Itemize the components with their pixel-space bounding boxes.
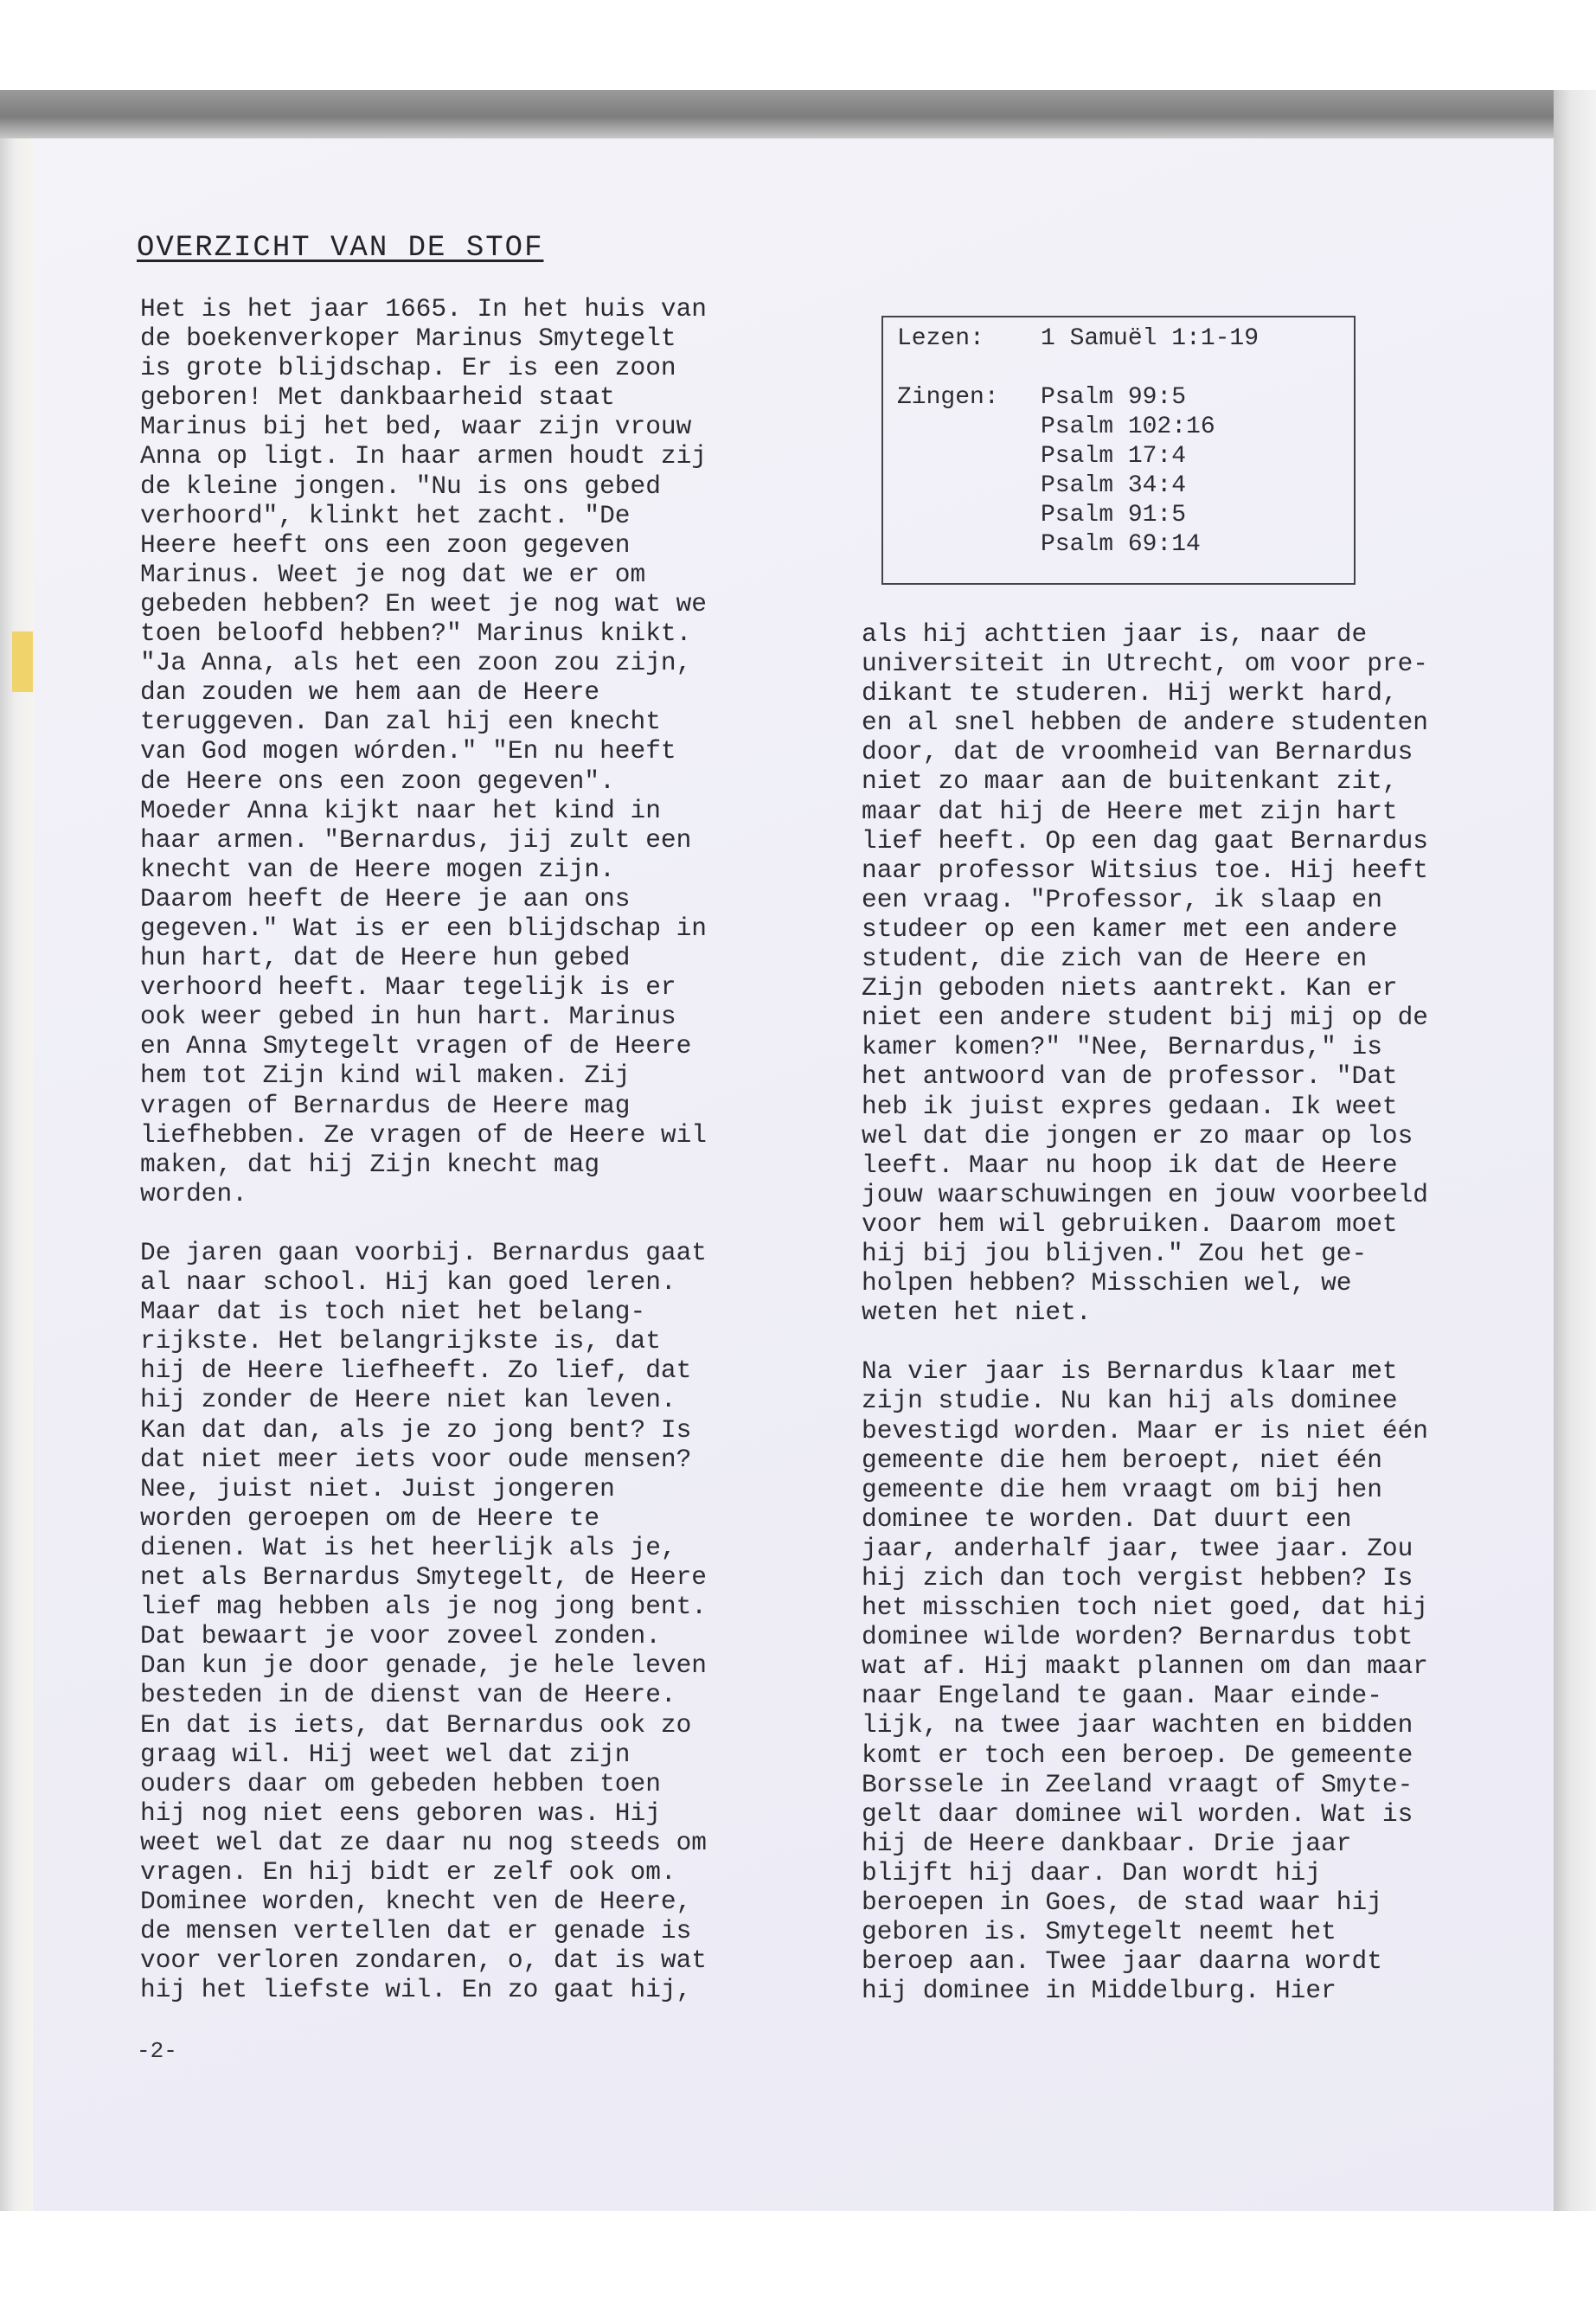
text-line: Het is het jaar 1665. In het huis van — [140, 294, 708, 324]
text-line: een vraag. "Professor, ik slaap en — [862, 884, 1382, 914]
text-line: gelt daar dominee wil worden. Wat is — [862, 1798, 1413, 1829]
text-line: wel dat die jongen er zo maar op los — [862, 1120, 1413, 1150]
text-line: voor verloren zondaren, o, dat is wat — [140, 1945, 708, 1976]
text-line: dikant te studeren. Hij werkt hard, — [862, 678, 1398, 708]
text-line: knecht van de Heere mogen zijn. — [140, 854, 615, 884]
text-line: liefhebben. Ze vragen of de Heere wil — [140, 1119, 708, 1150]
text-line: dominee te worden. Dat duurt een — [862, 1503, 1352, 1534]
text-line: hij zonder de Heere niet kan leven. — [140, 1385, 676, 1415]
text-line: gemeente die hem beroept, niet één — [862, 1445, 1382, 1475]
text-line: haar armen. "Bernardus, jij zult een — [140, 824, 692, 855]
text-line: worden geroepen om de Heere te — [140, 1503, 600, 1533]
text-line: maar dat hij de Heere met zijn hart — [862, 796, 1398, 826]
text-line: hij de Heere liefheeft. Zo lief, dat — [140, 1356, 692, 1386]
text-line: beroepen in Goes, de stad waar hij — [862, 1888, 1382, 1918]
scan-right-edge — [1554, 90, 1596, 2211]
text-line: naar Engeland te gaan. Maar einde- — [862, 1681, 1382, 1711]
text-line: maken, dat hij Zijn knecht mag — [140, 1149, 600, 1179]
text-line: hij nog niet eens geboren was. Hij — [140, 1798, 661, 1828]
text-line: dat niet meer iets voor oude mensen? — [140, 1444, 692, 1474]
text-line: niet een andere student bij mij op de — [862, 1003, 1429, 1033]
psalm-item: Psalm 99:5 — [1041, 384, 1187, 411]
text-line: graag wil. Hij weet wel dat zijn — [140, 1739, 631, 1769]
text-line: geboren! Met dankbaarheid staat — [140, 382, 615, 413]
text-line: Daarom heeft de Heere je aan ons — [140, 883, 631, 913]
text-line: hij zich dan toch vergist hebben? Is — [862, 1563, 1413, 1593]
text-line: student, die zich van de Heere en — [862, 944, 1368, 974]
text-line: de kleine jongen. "Nu is ons gebed — [140, 471, 661, 501]
psalm-item: Psalm 91:5 — [1041, 502, 1187, 529]
text-line: besteden in de dienst van de Heere. — [140, 1680, 676, 1710]
text-line: teruggeven. Dan zal hij een knecht — [140, 707, 661, 737]
text-line: jouw waarschuwingen en jouw voorbeeld — [862, 1179, 1429, 1209]
text-line: kamer komen?" "Nee, Bernardus," is — [862, 1032, 1382, 1062]
text-line: weten het niet. — [862, 1298, 1092, 1328]
sing-label: Zingen: — [897, 384, 999, 411]
psalm-item: Psalm 17:4 — [1041, 443, 1187, 470]
text-line: toen beloofd hebben?" Marinus knikt. — [140, 619, 692, 649]
text-line: de boekenverkoper Marinus Smytegelt — [140, 324, 676, 354]
text-line: verhoord heeft. Maar tegelijk is er — [140, 972, 676, 1003]
text-line: Maar dat is toch niet het belang- — [140, 1297, 646, 1327]
text-line: komt er toch een beroep. De gemeente — [862, 1740, 1413, 1770]
text-line: Marinus. Weet je nog dat we er om — [140, 559, 646, 589]
text-line: lief mag hebben als je nog jong bent. — [140, 1592, 708, 1622]
text-line: naar professor Witsius toe. Hij heeft — [862, 855, 1429, 885]
text-line: Zijn geboden niets aantrekt. Kan er — [862, 973, 1398, 1003]
text-line: vragen. En hij bidt er zelf ook om. — [140, 1856, 676, 1887]
text-line: ouders daar om gebeden hebben toen — [140, 1768, 661, 1798]
text-line: al naar school. Hij kan goed leren. — [140, 1267, 676, 1298]
left-text-column — [140, 294, 815, 2004]
text-line — [140, 1208, 815, 1238]
text-line: universiteit in Utrecht, om voor pre- — [862, 649, 1429, 679]
text-line: vragen of Bernardus de Heere mag — [140, 1090, 631, 1120]
text-line: Dominee worden, knecht ven de Heere, — [140, 1887, 692, 1917]
text-line: Borssele in Zeeland vraagt of Smyte- — [862, 1769, 1413, 1799]
text-line: studeer op een kamer met een andere — [862, 913, 1398, 944]
text-line: hij het liefste wil. En zo gaat hij, — [140, 1975, 692, 2005]
text-line: jaar, anderhalf jaar, twee jaar. Zou — [862, 1533, 1413, 1563]
text-line: gegeven." Wat is er een blijdschap in — [140, 913, 708, 943]
scan-top-edge — [0, 90, 1557, 138]
read-reference: 1 Samuël 1:1-19 — [1041, 325, 1259, 352]
text-line: lief heeft. Op een dag gaat Bernardus — [862, 825, 1429, 856]
text-line: en Anna Smytegelt vragen of de Heere — [140, 1031, 692, 1061]
text-line: heb ik juist expres gedaan. Ik weet — [862, 1091, 1398, 1121]
text-line: worden. — [140, 1178, 247, 1208]
text-line: ook weer gebed in hun hart. Marinus — [140, 1002, 676, 1032]
text-line: het antwoord van de professor. "Dat — [862, 1061, 1398, 1092]
text-line: zijn studie. Nu kan hij als dominee — [862, 1386, 1398, 1416]
text-line: als hij achttien jaar is, naar de — [862, 619, 1368, 649]
text-line: de mensen vertellen dat er genade is — [140, 1916, 692, 1946]
text-line: lijk, na twee jaar wachten en bidden — [862, 1710, 1413, 1740]
text-line: hij bij jou blijven." Zou het ge- — [862, 1238, 1368, 1268]
section-heading: OVERZICHT VAN DE STOF — [137, 232, 544, 265]
text-line: hij dominee in Middelburg. Hier — [862, 1976, 1336, 2006]
text-line: net als Bernardus Smytegelt, de Heere — [140, 1562, 708, 1593]
text-line: hun hart, dat de Heere hun gebed — [140, 943, 631, 973]
text-line: holpen hebben? Misschien wel, we — [862, 1268, 1352, 1298]
reading-box — [881, 316, 1356, 585]
psalm-item: Psalm 102:16 — [1041, 413, 1215, 440]
text-line: Moeder Anna kijkt naar het kind in — [140, 795, 661, 825]
text-line: de Heere ons een zoon gegeven". — [140, 766, 615, 796]
text-line: Dan kun je door genade, je hele leven — [140, 1650, 708, 1681]
text-line: Nee, juist niet. Juist jongeren — [140, 1473, 615, 1503]
text-line: dienen. Wat is het heerlijk als je, — [140, 1532, 676, 1562]
text-line: Marinus bij het bed, waar zijn vrouw — [140, 412, 692, 442]
text-line: En dat is iets, dat Bernardus ook zo — [140, 1709, 692, 1740]
text-line: De jaren gaan voorbij. Bernardus gaat — [140, 1238, 708, 1267]
text-line: gebeden hebben? En weet je nog wat we — [140, 588, 708, 619]
text-line: geboren is. Smytegelt neemt het — [862, 1917, 1336, 1947]
binder-edge — [0, 138, 33, 2211]
right-text-column — [862, 619, 1536, 2005]
text-line: Heere heeft ons een zoon gegeven — [140, 529, 631, 560]
text-line: dan zouden we hem aan de Heere — [140, 677, 600, 708]
text-line: Na vier jaar is Bernardus klaar met — [862, 1356, 1398, 1387]
text-line: hij de Heere dankbaar. Drie jaar — [862, 1828, 1352, 1858]
text-line: dominee wilde worden? Bernardus tobt — [862, 1622, 1413, 1652]
text-line — [862, 1327, 1536, 1356]
text-line: blijft hij daar. Dan wordt hij — [862, 1857, 1322, 1888]
psalm-item: Psalm 34:4 — [1041, 472, 1187, 499]
text-line: gemeente die hem vraagt om bij hen — [862, 1474, 1382, 1504]
text-line: verhoord", klinkt het zacht. "De — [140, 500, 631, 530]
text-line: weet wel dat ze daar nu nog steeds om — [140, 1827, 708, 1857]
text-line: en al snel hebben de andere studenten — [862, 708, 1429, 738]
text-line: van God mogen wórden." "En nu heeft — [140, 736, 676, 766]
page-number: -2- — [137, 2038, 177, 2064]
text-line: leeft. Maar nu hoop ik dat de Heere — [862, 1150, 1398, 1180]
text-line: Dat bewaart je voor zoveel zonden. — [140, 1621, 661, 1651]
text-line: "Ja Anna, als het een zoon zou zijn, — [140, 648, 692, 678]
text-line: Anna op ligt. In haar armen houdt zij — [140, 441, 708, 471]
text-line: Kan dat dan, als je zo jong bent? Is — [140, 1414, 692, 1445]
text-line: beroep aan. Twee jaar daarna wordt — [862, 1946, 1382, 1977]
text-line: het misschien toch niet goed, dat hij — [862, 1593, 1429, 1623]
text-line: hem tot Zijn kind wil maken. Zij — [140, 1061, 631, 1091]
text-line: is grote blijdschap. Er is een zoon — [140, 353, 676, 383]
text-line: niet zo maar aan de buitenkant zit, — [862, 766, 1398, 797]
text-line: rijkste. Het belangrijkste is, dat — [140, 1326, 661, 1356]
text-line: wat af. Hij maakt plannen om dan maar — [862, 1651, 1429, 1682]
text-line: bevestigd worden. Maar er is niet één — [862, 1415, 1429, 1445]
read-label: Lezen: — [897, 325, 984, 352]
text-line: voor hem wil gebruiken. Daarom moet — [862, 1208, 1398, 1239]
psalm-item: Psalm 69:14 — [1041, 531, 1201, 558]
text-line: door, dat de vroomheid van Bernardus — [862, 737, 1413, 767]
